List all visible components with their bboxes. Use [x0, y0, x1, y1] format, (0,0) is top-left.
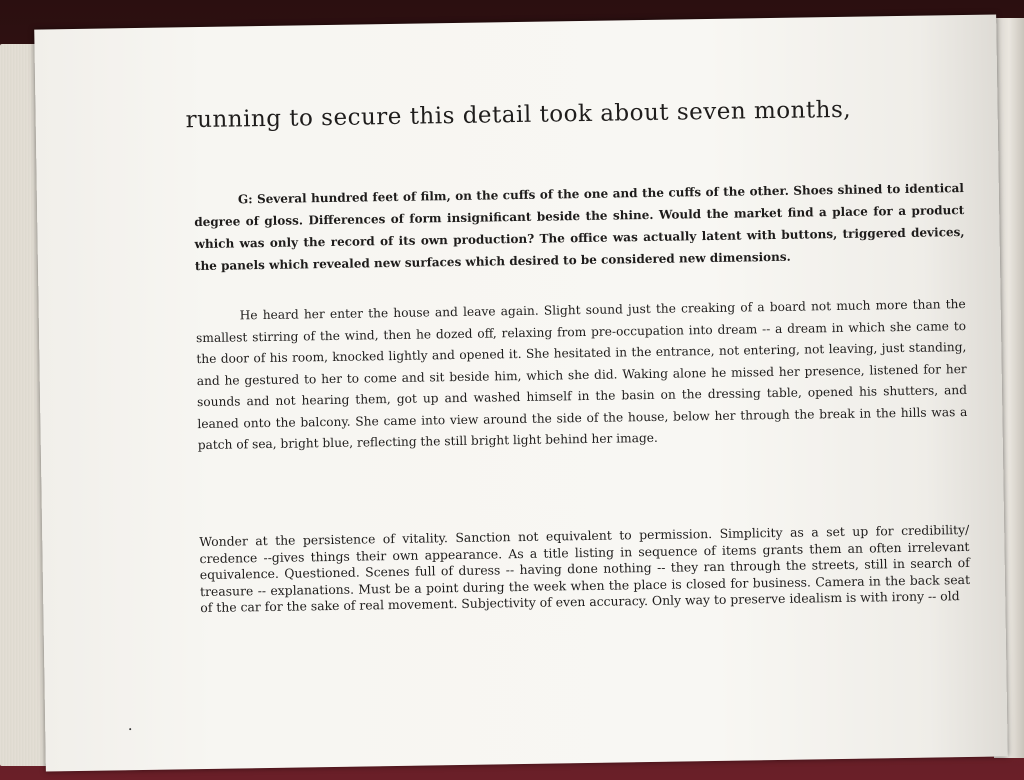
header-line: running to secure this detail took about seven months,: [185, 96, 852, 134]
paragraph-bold: G: Several hundred feet of film, on the cuffs of the one and the cuffs of the other. Shoes shined to identical degree of gloss. Differences of form insignificant beside the shine. Would the market find a place for a product which was only the record of its own production? The office was actually latent with buttons, triggered devices, the panels which revealed new surfaces which desired to be considered new dimensions.: [194, 181, 965, 274]
margin-mark: [129, 728, 131, 730]
paragraph-notes: Wonder at the persistence of vitality. Sanction not equivalent to permission. Simplicity as a set up for credibility/ credence --gives things their own appearance. As a title listing in sequence of items grants them an often irrelevant equivalence. Questioned. Scenes full of duress -- having done nothing -- they ran through the streets, still in search of treasure -- explanations. Must be a point during the week when the place is closed for business. Camera in the back seat of the car for the sake of real movement. Subjectivity of even accuracy. Only way to preserve idealism is with irony -- old: [199, 521, 971, 616]
book-page: [34, 14, 1008, 771]
paragraph-narrative: He heard her enter the house and leave again. Slight sound just the creaking of a board not much more than the smallest stirring of the wind, then he dozed off, relaxing from pre-occupation into dream -- a dream in which she came to the door of his room, knocked lightly and opened it. She hesitated in the entrance, not entering, not leaving, just standing, and he gestured to her to come and sit beside him, which she did. Waking alone he missed her presence, listened for her sounds and not hearing them, got up and washed himself in the basin on the dressing table, opened his shutters, and leaned onto the balcony. She came into view around the side of the house, below her through the break in the hills was a patch of sea, bright blue, reflecting the still bright light behind her image.: [195, 297, 968, 453]
